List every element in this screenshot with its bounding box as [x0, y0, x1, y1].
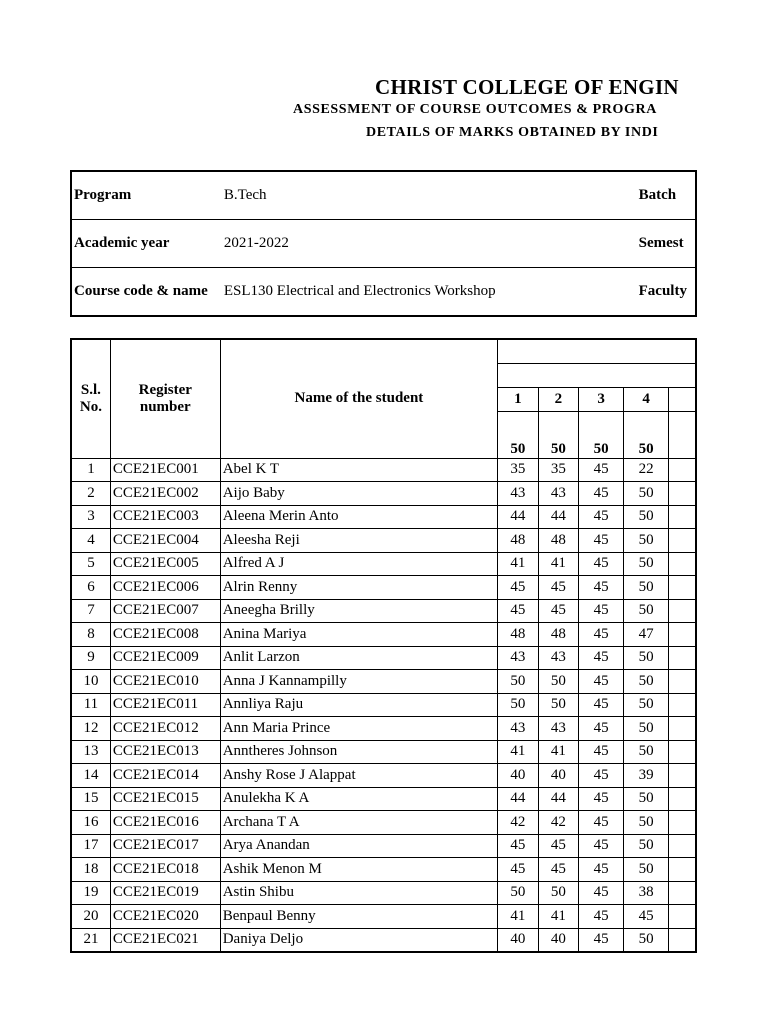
register-number-cell: CCE21EC003	[110, 505, 220, 529]
program-row	[71, 171, 696, 220]
sl-no-cell: 1	[71, 458, 110, 482]
table-row	[71, 717, 696, 741]
mark-cell-3: 45	[579, 764, 624, 788]
register-number-cell: CCE21EC017	[110, 834, 220, 858]
student-name-header: Name of the student	[220, 339, 497, 458]
mark-cell-2: 50	[538, 693, 578, 717]
mark-cell-2: 35	[538, 458, 578, 482]
academic-year-row	[71, 220, 696, 268]
mark-cell-4: 50	[624, 529, 669, 553]
mark-cell-5	[669, 905, 696, 929]
table-row	[71, 858, 696, 882]
mark-cell-4: 50	[624, 646, 669, 670]
sl-no-cell: 5	[71, 552, 110, 576]
mark-cell-5	[669, 740, 696, 764]
assessment-subgroup-header	[498, 363, 696, 387]
mark-cell-1: 41	[498, 552, 538, 576]
register-number-cell: CCE21EC016	[110, 811, 220, 835]
table-row	[71, 576, 696, 600]
student-name-cell: Anna J Kannampilly	[220, 670, 497, 694]
mark-cell-5	[669, 834, 696, 858]
mark-cell-2: 43	[538, 717, 578, 741]
sl-no-cell: 3	[71, 505, 110, 529]
register-number-cell: CCE21EC013	[110, 740, 220, 764]
mark-cell-1: 43	[498, 717, 538, 741]
register-number-header	[110, 339, 220, 458]
mark-cell-4: 47	[624, 623, 669, 647]
mark-cell-1: 44	[498, 787, 538, 811]
program-label: Program	[71, 171, 222, 220]
mark-cell-5	[669, 482, 696, 506]
course-value: ESL130 Electrical and Electronics Workshop	[223, 283, 496, 299]
table-row	[71, 787, 696, 811]
student-name-cell: Arya Anandan	[220, 834, 497, 858]
mark-cell-2: 45	[538, 576, 578, 600]
register-number-cell: CCE21EC019	[110, 881, 220, 905]
mark-cell-2: 40	[538, 928, 578, 952]
student-name-cell: Astin Shibu	[220, 881, 497, 905]
mark-cell-2: 50	[538, 670, 578, 694]
student-name-cell: Anina Mariya	[220, 623, 497, 647]
mark-cell-5	[669, 764, 696, 788]
register-number-cell: CCE21EC018	[110, 858, 220, 882]
mark-cell-3: 45	[579, 740, 624, 764]
sl-no-cell: 9	[71, 646, 110, 670]
student-name-cell: Archana T A	[220, 811, 497, 835]
register-number-cell: CCE21EC012	[110, 717, 220, 741]
mark-cell-1: 50	[498, 693, 538, 717]
student-name-cell: Ann Maria Prince	[220, 717, 497, 741]
mark-cell-1: 45	[498, 834, 538, 858]
table-row	[71, 834, 696, 858]
mark-cell-2: 50	[538, 881, 578, 905]
table-row	[71, 670, 696, 694]
marks-table-body	[71, 458, 696, 952]
table-row	[71, 646, 696, 670]
sl-no-cell: 14	[71, 764, 110, 788]
register-number-cell: CCE21EC002	[110, 482, 220, 506]
mark-cell-1: 42	[498, 811, 538, 835]
mark-cell-1: 41	[498, 740, 538, 764]
mark-cell-3: 45	[579, 552, 624, 576]
table-row	[71, 693, 696, 717]
mark-cell-2: 41	[538, 905, 578, 929]
semester-label: Semest	[637, 220, 696, 268]
table-row	[71, 811, 696, 835]
sl-no-header	[71, 339, 110, 458]
mark-cell-1: 41	[498, 905, 538, 929]
mark-cell-1: 43	[498, 646, 538, 670]
mark-cell-5	[669, 928, 696, 952]
sl-no-cell: 10	[71, 670, 110, 694]
mark-cell-4: 50	[624, 482, 669, 506]
mark-cell-3: 45	[579, 693, 624, 717]
sl-no-cell: 4	[71, 529, 110, 553]
mark-cell-2: 45	[538, 599, 578, 623]
course-info-table	[70, 170, 697, 317]
exp-number-5	[669, 387, 696, 411]
exp-number-3: 3	[579, 387, 624, 411]
table-row	[71, 552, 696, 576]
mark-cell-1: 44	[498, 505, 538, 529]
mark-cell-5	[669, 458, 696, 482]
marks-table-header	[71, 339, 696, 458]
mark-cell-2: 48	[538, 623, 578, 647]
exp-number-4: 4	[624, 387, 669, 411]
sl-no-cell: 13	[71, 740, 110, 764]
student-name-cell: Ashik Menon M	[220, 858, 497, 882]
mark-cell-3: 45	[579, 505, 624, 529]
mark-cell-3: 45	[579, 458, 624, 482]
mark-cell-3: 45	[579, 905, 624, 929]
register-number-cell: CCE21EC010	[110, 670, 220, 694]
mark-cell-1: 45	[498, 599, 538, 623]
mark-cell-5	[669, 623, 696, 647]
marks-details-subtitle: DETAILS OF MARKS OBTAINED BY INDI	[366, 125, 659, 140]
student-name-cell: Anlit Larzon	[220, 646, 497, 670]
mark-cell-2: 42	[538, 811, 578, 835]
max-mark-4: 50	[624, 411, 669, 458]
mark-cell-1: 45	[498, 858, 538, 882]
student-name-cell: Anshy Rose J Alappat	[220, 764, 497, 788]
mark-cell-3: 45	[579, 623, 624, 647]
mark-cell-3: 45	[579, 482, 624, 506]
mark-cell-2: 41	[538, 552, 578, 576]
table-row	[71, 881, 696, 905]
register-number-cell: CCE21EC008	[110, 623, 220, 647]
mark-cell-3: 45	[579, 576, 624, 600]
sl-no-header-line2: No.	[79, 398, 102, 415]
mark-cell-5	[669, 787, 696, 811]
mark-cell-4: 50	[624, 740, 669, 764]
mark-cell-2: 48	[538, 529, 578, 553]
mark-cell-1: 50	[498, 881, 538, 905]
mark-cell-3: 45	[579, 928, 624, 952]
mark-cell-1: 40	[498, 764, 538, 788]
mark-cell-5	[669, 529, 696, 553]
mark-cell-2: 44	[538, 787, 578, 811]
mark-cell-4: 38	[624, 881, 669, 905]
mark-cell-5	[669, 646, 696, 670]
mark-cell-3: 45	[579, 881, 624, 905]
sl-no-cell: 11	[71, 693, 110, 717]
register-number-cell: CCE21EC006	[110, 576, 220, 600]
academic-year-label: Academic year	[71, 220, 222, 268]
mark-cell-4: 50	[624, 928, 669, 952]
mark-cell-5	[669, 858, 696, 882]
max-mark-3: 50	[579, 411, 624, 458]
table-row	[71, 458, 696, 482]
mark-cell-4: 50	[624, 505, 669, 529]
student-name-cell: Aleena Merin Anto	[220, 505, 497, 529]
mark-cell-1: 43	[498, 482, 538, 506]
mark-cell-3: 45	[579, 599, 624, 623]
table-row	[71, 505, 696, 529]
mark-cell-3: 45	[579, 858, 624, 882]
register-header-line2: number	[139, 398, 191, 415]
register-number-cell: CCE21EC005	[110, 552, 220, 576]
student-name-cell: Benpaul Benny	[220, 905, 497, 929]
mark-cell-5	[669, 505, 696, 529]
max-mark-1: 50	[498, 411, 538, 458]
table-row	[71, 623, 696, 647]
mark-cell-4: 50	[624, 693, 669, 717]
mark-cell-1: 48	[498, 529, 538, 553]
register-number-cell: CCE21EC007	[110, 599, 220, 623]
marks-table	[70, 338, 697, 953]
mark-cell-2: 43	[538, 646, 578, 670]
mark-cell-5	[669, 717, 696, 741]
table-row	[71, 599, 696, 623]
mark-cell-3: 45	[579, 811, 624, 835]
student-name-cell: Annliya Raju	[220, 693, 497, 717]
sl-no-header-line1: S.l.	[80, 381, 101, 398]
sl-no-cell: 20	[71, 905, 110, 929]
sl-no-cell: 15	[71, 787, 110, 811]
mark-cell-2: 41	[538, 740, 578, 764]
sl-no-cell: 19	[71, 881, 110, 905]
academic-year-value: 2021-2022	[222, 220, 637, 268]
sl-no-cell: 7	[71, 599, 110, 623]
register-number-cell: CCE21EC004	[110, 529, 220, 553]
mark-cell-1: 40	[498, 928, 538, 952]
register-number-cell: CCE21EC001	[110, 458, 220, 482]
mark-cell-4: 39	[624, 764, 669, 788]
table-row	[71, 764, 696, 788]
register-number-cell: CCE21EC015	[110, 787, 220, 811]
student-name-cell: Aleesha Reji	[220, 529, 497, 553]
student-name-cell: Aneegha Brilly	[220, 599, 497, 623]
mark-cell-4: 50	[624, 858, 669, 882]
register-number-cell: CCE21EC021	[110, 928, 220, 952]
course-row	[71, 268, 696, 317]
mark-cell-4: 50	[624, 670, 669, 694]
sl-no-cell: 2	[71, 482, 110, 506]
mark-cell-3: 45	[579, 787, 624, 811]
mark-cell-5	[669, 811, 696, 835]
mark-cell-4: 50	[624, 834, 669, 858]
sl-no-cell: 18	[71, 858, 110, 882]
mark-cell-3: 45	[579, 717, 624, 741]
mark-cell-2: 45	[538, 858, 578, 882]
mark-cell-4: 50	[624, 811, 669, 835]
mark-cell-5	[669, 599, 696, 623]
assessment-group-header	[498, 339, 696, 363]
mark-cell-2: 45	[538, 834, 578, 858]
table-row	[71, 740, 696, 764]
mark-cell-4: 50	[624, 576, 669, 600]
student-name-cell: Aijo Baby	[220, 482, 497, 506]
mark-cell-3: 45	[579, 834, 624, 858]
mark-cell-3: 45	[579, 529, 624, 553]
mark-cell-4: 45	[624, 905, 669, 929]
table-row	[71, 482, 696, 506]
course-label: Course code & name	[74, 283, 208, 299]
mark-cell-5	[669, 881, 696, 905]
student-name-cell: Daniya Deljo	[220, 928, 497, 952]
mark-cell-5	[669, 552, 696, 576]
register-number-cell: CCE21EC009	[110, 646, 220, 670]
sl-no-cell: 6	[71, 576, 110, 600]
mark-cell-5	[669, 576, 696, 600]
table-row	[71, 905, 696, 929]
mark-cell-5	[669, 670, 696, 694]
register-header-line1: Register	[138, 381, 192, 398]
sl-no-cell: 16	[71, 811, 110, 835]
faculty-label: Faculty	[638, 283, 687, 299]
sl-no-cell: 17	[71, 834, 110, 858]
table-row	[71, 529, 696, 553]
exp-number-2: 2	[538, 387, 578, 411]
mark-cell-4: 50	[624, 787, 669, 811]
mark-cell-2: 43	[538, 482, 578, 506]
assessment-subtitle: ASSESSMENT OF COURSE OUTCOMES & PROGRA	[293, 102, 657, 117]
program-value: B.Tech	[222, 171, 637, 220]
mark-cell-1: 45	[498, 576, 538, 600]
mark-cell-2: 40	[538, 764, 578, 788]
student-name-cell: Alfred A J	[220, 552, 497, 576]
student-name-cell: Abel K T	[220, 458, 497, 482]
table-row	[71, 928, 696, 952]
register-number-cell: CCE21EC020	[110, 905, 220, 929]
college-title: CHRIST COLLEGE OF ENGIN	[375, 75, 679, 99]
mark-cell-4: 22	[624, 458, 669, 482]
batch-label: Batch	[637, 171, 696, 220]
mark-cell-3: 45	[579, 646, 624, 670]
exp-number-1: 1	[498, 387, 538, 411]
mark-cell-1: 50	[498, 670, 538, 694]
register-number-cell: CCE21EC011	[110, 693, 220, 717]
student-name-cell: Alrin Renny	[220, 576, 497, 600]
student-name-cell: Anntheres Johnson	[220, 740, 497, 764]
mark-cell-1: 48	[498, 623, 538, 647]
mark-cell-4: 50	[624, 717, 669, 741]
mark-cell-4: 50	[624, 599, 669, 623]
sl-no-cell: 21	[71, 928, 110, 952]
mark-cell-4: 50	[624, 552, 669, 576]
max-mark-2: 50	[538, 411, 578, 458]
mark-cell-3: 45	[579, 670, 624, 694]
sl-no-cell: 8	[71, 623, 110, 647]
sl-no-cell: 12	[71, 717, 110, 741]
student-name-cell: Anulekha K A	[220, 787, 497, 811]
mark-cell-1: 35	[498, 458, 538, 482]
register-number-cell: CCE21EC014	[110, 764, 220, 788]
mark-cell-5	[669, 693, 696, 717]
mark-cell-2: 44	[538, 505, 578, 529]
max-mark-5	[669, 411, 696, 458]
